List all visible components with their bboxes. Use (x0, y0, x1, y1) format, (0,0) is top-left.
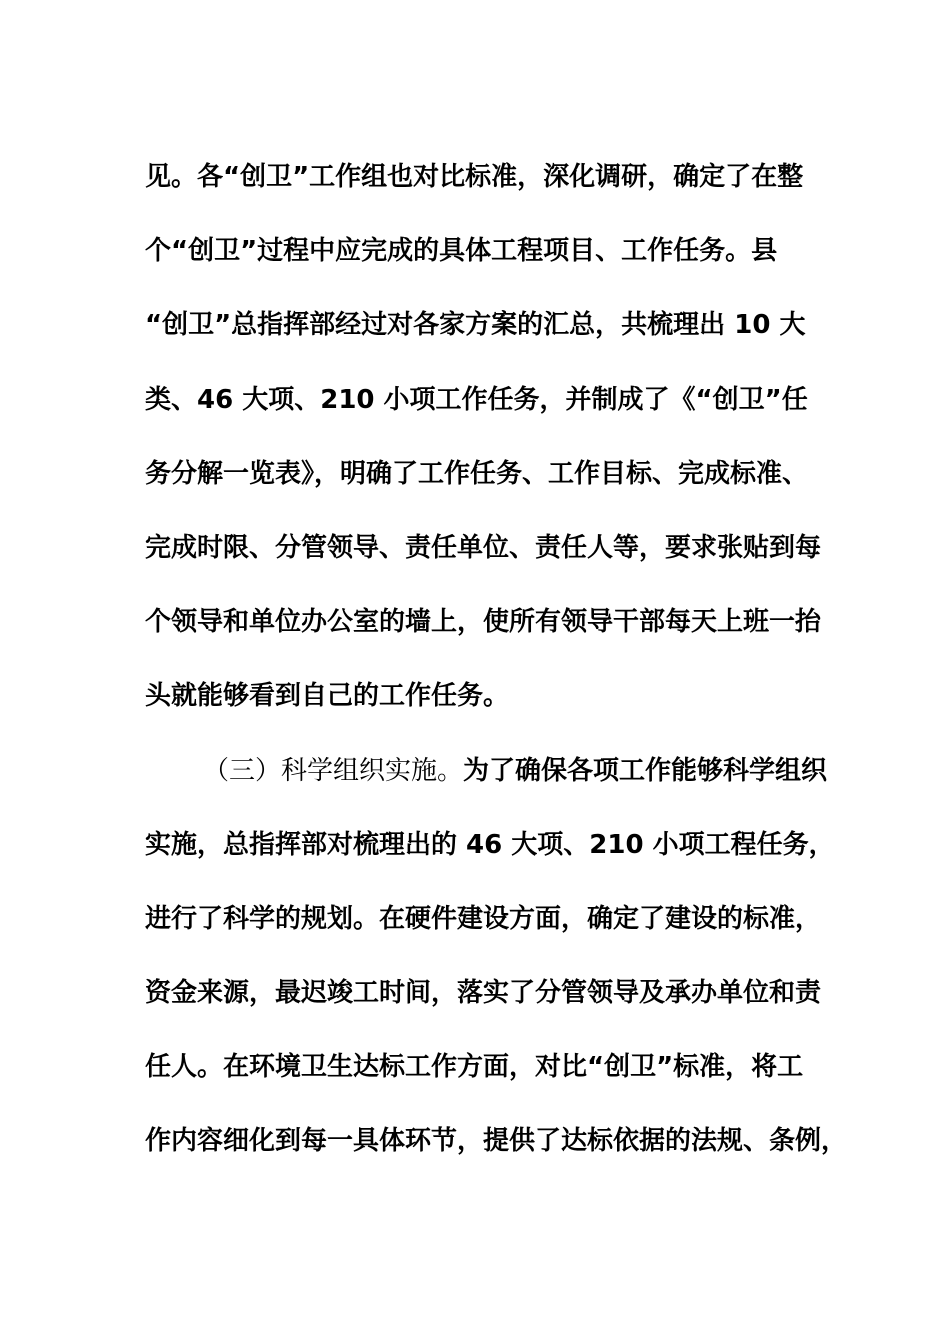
paragraph-line: 个“创卫”过程中应完成的具体工程项目、工作任务。县 (145, 236, 778, 267)
document-body (145, 140, 848, 1179)
paragraph-line: 个领导和单位办公室的墙上，使所有领导干部每天上班一抬 (145, 607, 822, 638)
paragraph-line: 头就能够看到自己的工作任务。 (145, 681, 510, 712)
paragraph-line: 见。各“创卫”工作组也对比标准，深化调研，确定了在整 (145, 162, 804, 192)
paragraph-line: 任人。在环境卫生达标工作方面，对比“创卫”标准，将工 (145, 1052, 804, 1083)
paragraph-line: “创卫”总指挥部经过对各家方案的汇总，共梳理出 10 大 (145, 310, 806, 341)
paragraph-line: 资金来源，最迟竣工时间，落实了分管领导及承办单位和责 (145, 978, 822, 1009)
paragraph-line: 务分解一览表》，明确了工作任务、工作目标、完成标准、 (145, 458, 809, 489)
section-first-line-text: 为了确保各项工作能够科学组织 (463, 755, 828, 786)
section-heading: （三）科学组织实施。 (203, 755, 464, 786)
paragraph-line: 作内容细化到每一具体环节，提供了达标依据的法规、条例， (145, 1126, 848, 1157)
paragraph-line: 实施，总指挥部对梳理出的 46 大项、210 小项工程任务， (145, 829, 835, 860)
paragraph-line: 类、46 大项、210 小项工作任务，并制成了《“创卫”任 (145, 384, 808, 415)
paragraph-line: 完成时限、分管领导、责任单位、责任人等，要求张贴到每 (145, 532, 822, 563)
paragraph-line: 进行了科学的规划。在硬件建设方面，确定了建设的标准， (145, 903, 822, 934)
section-first-line (145, 734, 835, 808)
